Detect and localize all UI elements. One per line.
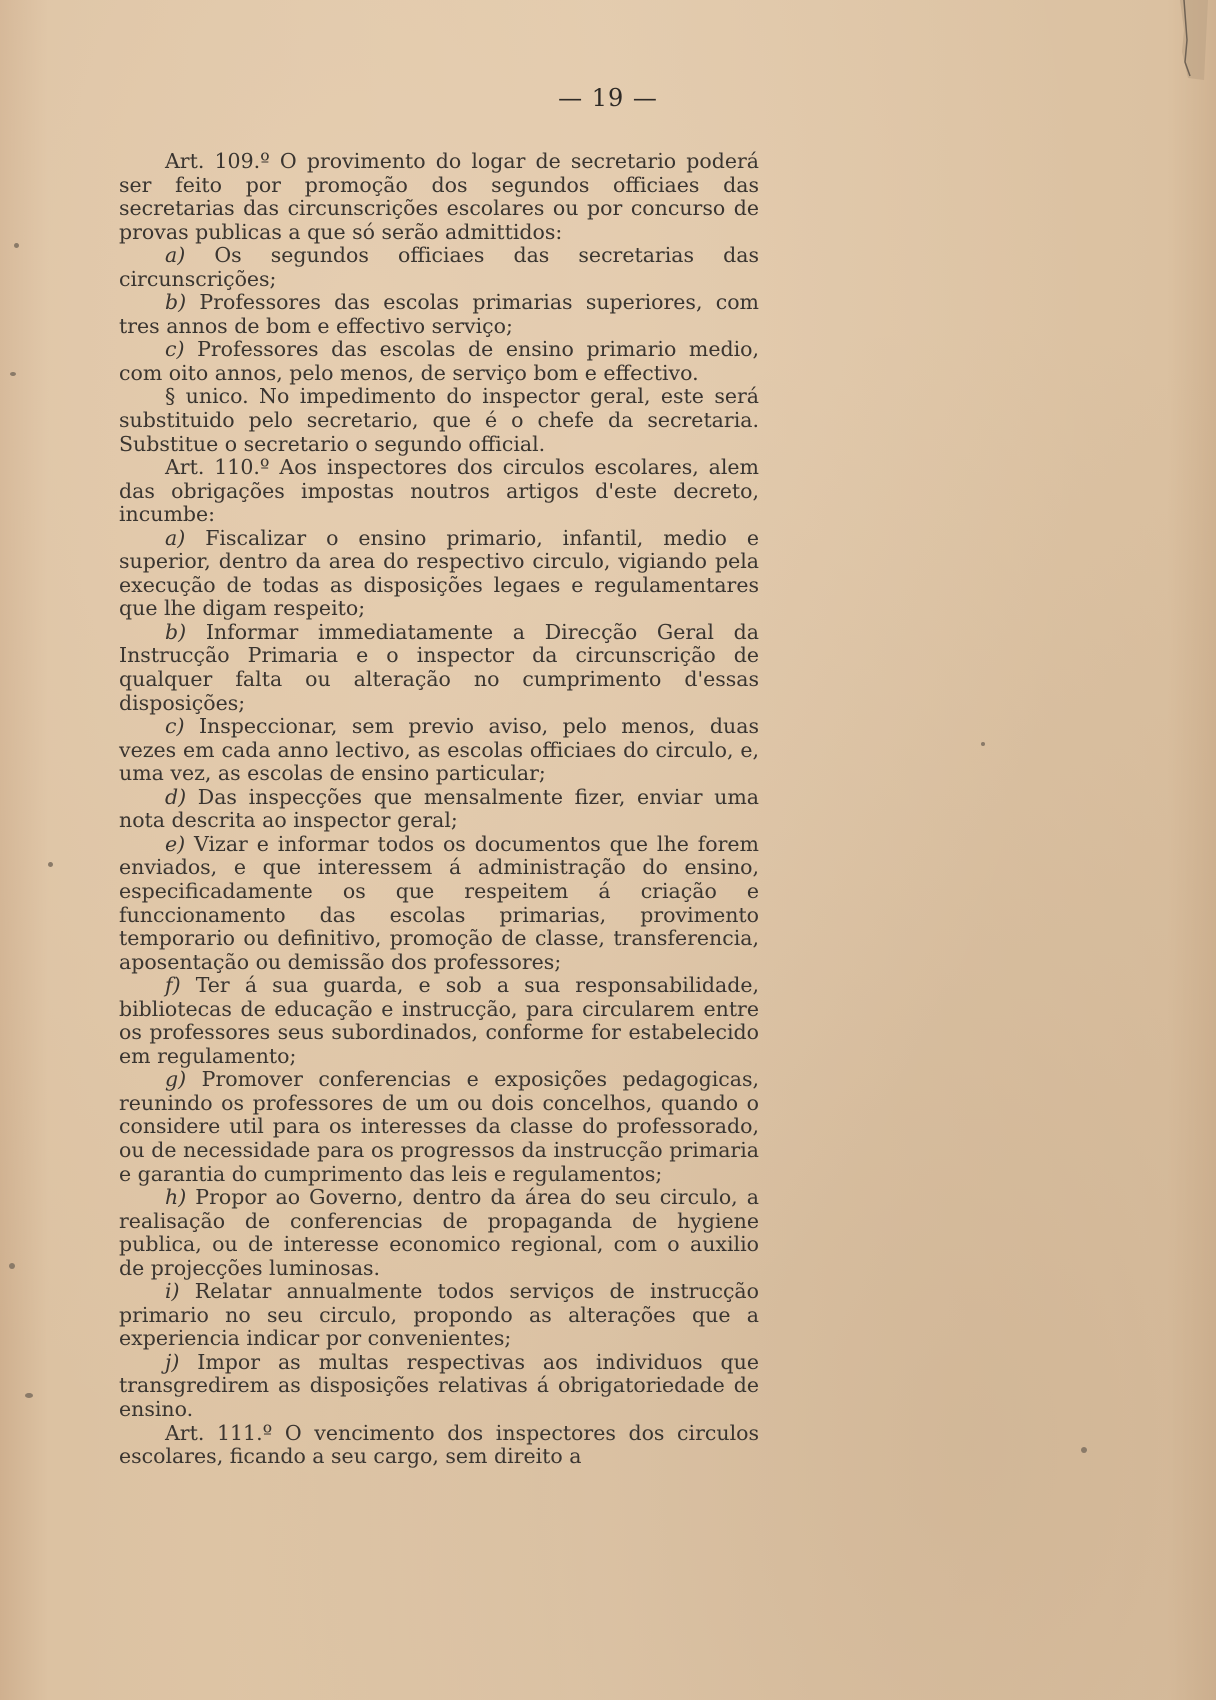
item-letter: h) <box>165 1185 187 1210</box>
text-paragraph <box>119 974 759 1068</box>
paragraph-text: § unico. No impedimento do inspector geral, este será substituido pelo secretario, que é o chefe da secretaria. Substitue o secretario o segundo official. <box>119 384 759 456</box>
text-paragraph <box>119 338 759 385</box>
text-paragraph <box>119 385 759 456</box>
body-text <box>119 150 759 1469</box>
paragraph-text: Ter á sua guarda, e sob a sua responsabilidade, bibliotecas de educação e instrucção, para circularem entre os professores seus subordinados, conforme for estabelecido em regulamento; <box>119 973 759 1068</box>
text-paragraph <box>119 291 759 338</box>
paragraph-text: Professores das escolas de ensino primario medio, com oito annos, pelo menos, de serviço bom e effectivo. <box>119 337 759 385</box>
item-letter: g) <box>165 1067 187 1092</box>
paper-speck <box>14 243 19 248</box>
paper-speck <box>9 1263 15 1269</box>
paragraph-text: Impor as multas respectivas aos individuos que transgredirem as disposições relativas á obrigatoriedade de ensino. <box>119 1349 759 1421</box>
paragraph-text: Relatar annualmente todos serviços de instrucção primario no seu circulo, propondo as alterações que a experiencia indicar por convenientes; <box>119 1279 759 1351</box>
item-letter: b) <box>165 290 187 315</box>
text-paragraph <box>119 1280 759 1351</box>
paragraph-text: Das inspecções que mensalmente fizer, enviar uma nota descrita ao inspector geral; <box>119 784 759 833</box>
paragraph-text: Fiscalizar o ensino primario, infantil, medio e superior, dentro da area do respectivo circulo, vigiando pela execução de todas as disposições legaes e regulamentares que lhe digam respeito; <box>119 525 759 621</box>
text-paragraph <box>119 150 759 244</box>
paragraph-text: Inspeccionar, sem previo aviso, pelo menos, duas vezes em cada anno lectivo, as escolas officiaes do circulo, e, uma vez, as escolas de ensino particular; <box>119 714 759 786</box>
paragraph-text: Os segundos officiaes das secretarias das circunscrições; <box>119 243 759 291</box>
paragraph-text: Art. 110.º Aos inspectores dos circulos escolares, alem das obrigações impostas noutros artigos d'este decreto, incumbe: <box>119 455 759 527</box>
paper-speck <box>10 372 16 376</box>
text-paragraph <box>119 1422 759 1469</box>
paragraph-text: Vizar e informar todos os documentos que lhe forem enviados, e que interessem á administração do ensino, especificadamente os que respeitem á criação e funccionamento das escolas primarias, provimento temporario ou definitivo, promoção de classe, transferencia, aposentação ou demissão dos professores; <box>119 831 759 974</box>
text-paragraph <box>119 786 759 833</box>
text-paragraph <box>119 1186 759 1280</box>
item-letter: c) <box>165 337 185 362</box>
page-number: — 19 — <box>558 84 658 112</box>
page-edge-tear <box>1174 0 1208 80</box>
text-paragraph <box>119 527 759 621</box>
paragraph-text: Professores das escolas primarias superiores, com tres annos de bom e effectivo serviço; <box>119 290 759 338</box>
text-paragraph <box>119 244 759 291</box>
item-letter: e) <box>165 831 186 856</box>
item-letter: b) <box>165 619 187 644</box>
paragraph-text: Art. 109.º O provimento do logar de secretario poderá ser feito por promoção dos segundos officiaes das secretarias das circunscrições escolares ou por concurso de provas publicas a que só serão admittidos: <box>119 149 759 244</box>
text-paragraph <box>119 456 759 527</box>
paper-speck <box>1081 1447 1087 1453</box>
paragraph-text: Art. 111.º O vencimento dos inspectores dos circulos escolares, ficando a seu cargo, sem direito a <box>119 1420 759 1469</box>
paper-speck <box>25 1393 33 1398</box>
item-letter: j) <box>165 1349 180 1374</box>
item-letter: d) <box>165 784 187 809</box>
item-letter: a) <box>165 243 186 268</box>
item-letter: a) <box>165 525 186 550</box>
text-paragraph <box>119 833 759 974</box>
paragraph-text: Promover conferencias e exposições pedagogicas, reunindo os professores de um ou dois concelhos, quando o considere util para os interesses da classe do professorado, ou de necessidade para os progressos da instrucção primaria e garantia do cumprimento das leis e regulamentos; <box>119 1067 759 1186</box>
paper-speck <box>981 742 985 746</box>
paragraph-text: Propor ao Governo, dentro da área do seu circulo, a realisação de conferencias de propaganda de hygiene publica, ou de interesse economico regional, com o auxilio de projecções luminosas. <box>119 1185 759 1280</box>
item-letter: c) <box>165 714 185 739</box>
text-paragraph <box>119 1068 759 1186</box>
text-paragraph <box>119 1351 759 1422</box>
text-paragraph <box>119 715 759 786</box>
item-letter: f) <box>165 973 181 998</box>
item-letter: i) <box>165 1279 180 1304</box>
paragraph-text: Informar immediatamente a Direcção Geral da Instrucção Primaria e o inspector da circunscrição de qualquer falta ou alteração no cumprimento d'essas disposições; <box>119 619 759 715</box>
paper-speck <box>48 862 53 867</box>
text-paragraph <box>119 621 759 715</box>
